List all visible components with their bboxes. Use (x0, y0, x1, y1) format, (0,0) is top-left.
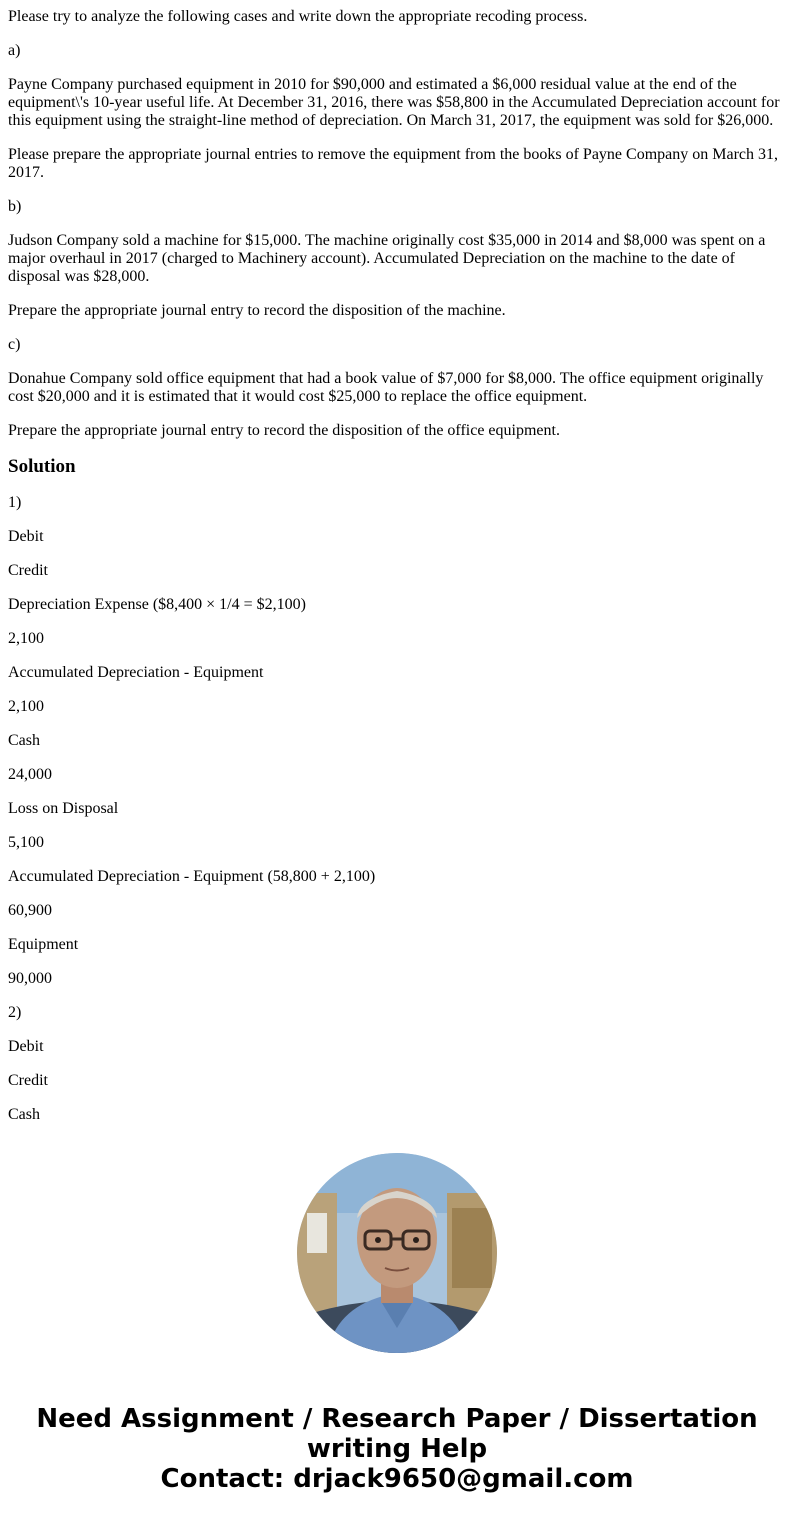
solution-heading: Solution (8, 456, 76, 477)
promo-banner (0, 1122, 794, 1523)
document-body (8, 0, 786, 1122)
tutor-photo (297, 1153, 497, 1353)
case-c-label: c) (8, 336, 21, 353)
solution-line: 1) (8, 494, 22, 511)
solution-line: 24,000 (8, 766, 52, 783)
solution-line: 90,000 (8, 970, 52, 987)
solution-line: Debit (8, 528, 44, 545)
case-c-text: Donahue Company sold office equipment that had a book value of $7,000 for $8,000. The office equipment originally cost $20,000 and it is estimated that it would cost $25,000 to replace the office equipment. (8, 370, 764, 405)
solution-line: 2) (8, 1004, 22, 1021)
intro-text: Please try to analyze the following cases and write down the appropriate recoding process. (8, 8, 588, 25)
case-b-task: Prepare the appropriate journal entry to record the disposition of the machine. (8, 302, 506, 319)
solution-line: Accumulated Depreciation - Equipment (8, 664, 264, 681)
case-a-task: Please prepare the appropriate journal entries to remove the equipment from the books of Payne Company on March 31, 2017. (8, 146, 778, 181)
solution-lines (8, 494, 786, 1122)
solution-line: Accumulated Depreciation - Equipment (58,800 + 2,100) (8, 868, 376, 885)
avatar (297, 1153, 497, 1353)
solution-line: 2,100 (8, 630, 44, 647)
solution-line: Credit (8, 562, 48, 579)
case-c-task: Prepare the appropriate journal entry to record the disposition of the office equipment. (8, 422, 560, 439)
case-b-text: Judson Company sold a machine for $15,000. The machine originally cost $35,000 in 2014 and $8,000 was spent on a major overhaul in 2017 (charged to Machinery account). Accumulated Depreciation on the machine to the date of disposal was $28,000. (8, 232, 766, 285)
solution-line: Cash (8, 732, 40, 749)
case-b-label: b) (8, 198, 22, 215)
solution-line: 60,900 (8, 902, 52, 919)
promo-text (0, 1404, 794, 1494)
case-a-text: Payne Company purchased equipment in 2010 for $90,000 and estimated a $6,000 residual value at the end of the equipment\'s 10-year useful life. At December 31, 2016, there was $58,800 in the Accumulated Depreciation account for this equipment using the straight-line method of depreciation. On March 31, 2017, the equipment was sold for $26,000. (8, 76, 780, 129)
promo-line-2: writing Help (306, 1434, 488, 1464)
solution-line: Credit (8, 1072, 48, 1089)
solution-line: 5,100 (8, 834, 44, 851)
promo-contact: Contact: drjack9650@gmail.com (160, 1464, 634, 1494)
case-a-label: a) (8, 42, 21, 59)
promo-line-1: Need Assignment / Research Paper / Dissertation (36, 1404, 758, 1434)
solution-line: Depreciation Expense ($8,400 × 1/4 = $2,100) (8, 596, 306, 613)
solution-line: Equipment (8, 936, 79, 953)
solution-line: 2,100 (8, 698, 44, 715)
solution-line: Cash (8, 1106, 40, 1122)
solution-line: Loss on Disposal (8, 800, 119, 817)
solution-line: Debit (8, 1038, 44, 1055)
